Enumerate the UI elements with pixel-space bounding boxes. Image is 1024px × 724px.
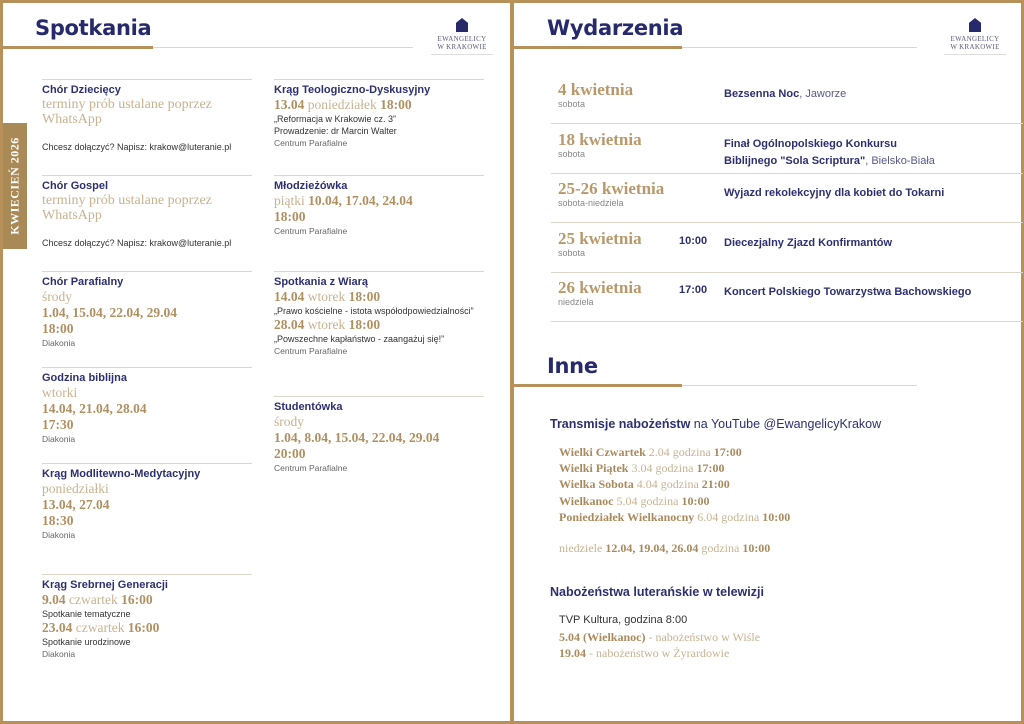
event-location: , Bielsko-Biała [865,154,935,167]
schedule-segment: 1.04, 15.04, 22.04, 29.04 [42,305,177,320]
entry-title: Chór Gospel [42,180,109,192]
title-underline [3,46,153,49]
meeting-entry [274,396,484,474]
event-row [551,174,1023,223]
page-title: Wydarzenia [547,16,684,40]
meeting-entry [42,367,252,445]
schedule-line [42,321,252,337]
event-title [724,284,971,301]
divider [153,47,413,48]
schedule-segment: środy [274,414,304,429]
divider [682,47,917,48]
event-title [724,136,935,170]
schedule-segment: środy [42,289,72,304]
schedule-line [42,305,252,321]
service-date: 3.04 godzina [628,461,697,476]
broadcast-item [559,476,730,492]
event-weekday: sobota [558,99,586,109]
entry-title: Spotkania z Wiarą [274,276,369,288]
schedule-line [42,481,252,497]
schedule-segment: czwartek [69,592,122,607]
tv-channel: TVP Kultura, godzina 8:00 [559,614,688,626]
schedule-line [42,97,252,127]
church-icon [969,18,981,32]
schedule-line [42,289,252,305]
event-name: Diecezjalny Zjazd Konfirmantów [724,236,893,249]
schedule-segment: czwartek [75,620,128,635]
schedule-segment: wtorek [307,317,349,332]
youtube-heading: Transmisje nabożeństw na YouTube @EwangelicyKrakow [550,417,882,431]
meeting-entry [42,271,252,349]
schedule-segment: 9.04 [42,592,69,607]
schedule-segment: terminy prób ustalane poprzez WhatsApp [42,97,212,127]
event-weekday: sobota [558,247,586,258]
meeting-entry [274,271,484,357]
event-name: Finał Ogólnopolskiego Konkursu [724,137,897,150]
schedule-segment: 10.04, 17.04, 24.04 [308,193,413,208]
location: Centrum Parafialne [274,226,348,236]
entry-title: Młodzieżówka [274,180,348,192]
schedule-segment: 16:00 [121,592,153,607]
event-name-cont: Biblijnego "Sola Scriptura" [724,154,866,167]
meeting-entry [42,175,252,249]
entry-title: Studentówka [274,401,343,413]
schedule-line [274,414,484,430]
service-name: Wielki Piątek [559,461,629,476]
spacer [42,223,252,237]
service-date: 2.04 godzina [645,445,714,459]
note: „Powszechne kapłaństwo - zaangażuj się!” [274,334,445,344]
schedule-segment: 16:00 [127,620,160,635]
schedule-segment: 14.04 [274,289,308,304]
location: Centrum Parafialne [274,346,348,356]
event-weekday: sobota-niedziela [558,198,624,208]
entry-title: Chór Dziecięcy [42,84,121,96]
sundays-line: niedziele 12.04, 19.04, 26.04 godzina 10:00 [559,541,771,555]
event-title [724,185,944,202]
page-title: Spotkania [35,16,152,40]
logo-text: EWANGELICY W KRAKOWIE [950,35,1000,51]
location: Centrum Parafialne [274,463,348,473]
location: Diakonia [42,338,76,348]
event-name: Bezsenna Noc [724,88,800,100]
schedule-segment: 20:00 [274,446,306,461]
broadcast-item [559,509,790,525]
schedule-line [42,385,252,401]
service-name: Poniedziałek Wielkanocny [559,509,695,524]
schedule-line [274,430,484,446]
schedule-segment: terminy prób ustalane poprzez WhatsApp [42,193,212,223]
broadcast-item [559,460,724,476]
entry-title: Godzina biblijna [42,372,127,384]
entry-title: Krąg Teologiczno-Dyskusyjny [274,84,431,96]
schedule-segment: 23.04 [42,620,76,635]
note: Chcesz dołączyć? Napisz: krakow@luteranie.pl [42,238,232,248]
service-name: Wielkanoc [559,493,614,508]
schedule-line [274,289,484,305]
service-time: 21:00 [701,477,730,492]
note: Spotkanie tematyczne [42,609,131,619]
event-title [724,235,892,252]
service-date: 4.04 godzina [633,477,702,492]
schedule-segment: 13.04, 27.04 [42,497,110,512]
section-title-other: Inne [547,354,598,378]
month-tab: KWIECIEŃ 2026 [3,123,27,249]
schedule-segment: 18:00 [380,97,412,112]
title-underline [514,384,682,387]
location: Diakonia [42,434,76,444]
note: Spotkanie urodzinowe [42,637,131,647]
logo-text: EWANGELICY W KRAKOWIE [437,35,487,51]
broadcast-item [559,444,742,460]
schedule-segment: 18:00 [274,209,306,224]
event-time: 10:00 [679,234,708,247]
tv-item: 19.04 - nabożeństwo w Żyrardowie [559,646,730,660]
service-date: 6.04 godzina [694,509,763,524]
service-date: 5.04 godzina [613,493,682,508]
schedule-line [274,97,484,113]
schedule-segment: 18:00 [348,317,381,332]
schedule-line [42,401,252,417]
schedule-segment: wtorek [307,289,349,304]
event-date: 18 kwietnia [558,129,642,149]
divider [682,385,917,386]
event-weekday: niedziela [558,297,594,307]
schedule-line [42,620,252,636]
event-date: 25 kwietnia [558,228,642,248]
service-time: 10:00 [762,509,791,524]
schedule-line [42,497,252,513]
entry-title: Krąg Srebrnej Generacji [42,579,168,591]
meeting-entry [42,79,252,153]
service-time: 17:00 [713,445,742,459]
note: „Prawo kościelne - istota współodpowiedzialności” [274,306,474,316]
event-title [724,86,846,103]
schedule-segment: wtorki [42,385,78,400]
logo [944,18,1006,55]
event-date: 4 kwietnia [558,80,634,99]
schedule-segment: poniedziałek [307,97,381,112]
schedule-line [274,193,484,209]
logo [431,18,493,55]
event-row [551,75,1023,124]
event-row [551,125,1023,174]
service-time: 17:00 [696,461,725,476]
schedule-line [274,317,484,333]
service-time: 10:00 [681,493,710,508]
broadcast-item [559,493,709,509]
schedule-segment: 13.04 [274,97,308,112]
location: Centrum Parafialne [274,138,348,148]
tv-heading: Nabożeństwa luterańskie w telewizji [550,585,764,599]
service-name: Wielki Czwartek [559,445,646,459]
schedule-segment: 18:00 [348,289,381,304]
event-time: 17:00 [679,284,708,296]
schedule-line [42,193,252,223]
note: „Reformacja w Krakowie cz. 3” [274,114,397,124]
schedule-line [42,592,252,608]
schedule-segment: piątki [274,193,309,208]
location: Diakonia [42,530,76,540]
event-name: Wyjazd rekolekcyjny dla kobiet do Tokarni [724,187,945,199]
schedule-segment: poniedziałki [42,481,109,496]
entry-title: Krąg Modlitewno-Medytacyjny [42,468,201,480]
meeting-entry [42,463,252,541]
meeting-entry [42,574,252,660]
title-underline [514,46,682,49]
schedule-segment: 14.04, 21.04, 28.04 [42,401,147,416]
church-icon [456,18,468,32]
event-name: Koncert Polskiego Towarzystwa Bachowskiego [724,286,972,298]
right-page-events [511,0,1024,724]
schedule-segment: 18:30 [42,513,74,528]
event-location: , Jaworze [799,88,847,100]
location: Diakonia [42,649,76,659]
meeting-entry [274,79,484,149]
event-row [551,273,1023,322]
event-weekday: sobota [558,148,586,159]
schedule-line [42,513,252,529]
event-row [551,224,1023,273]
tv-item: 5.04 (Wielkanoc) - nabożeństwo w Wiśle [559,630,761,644]
note: Chcesz dołączyć? Napisz: krakow@luteranie.pl [42,142,232,152]
schedule-segment: 28.04 [274,317,308,332]
schedule-line [42,417,252,433]
entry-title: Chór Parafialny [42,276,124,288]
event-date: 26 kwietnia [558,278,642,297]
meeting-entry [274,175,484,237]
note: Prowadzenie: dr Marcin Walter [274,126,397,136]
schedule-line [274,446,484,462]
schedule-segment: 1.04, 8.04, 15.04, 22.04, 29.04 [274,430,440,445]
schedule-segment: 17:30 [42,417,74,432]
spacer [42,127,252,141]
event-date: 25-26 kwietnia [558,179,665,198]
schedule-segment: 18:00 [42,321,74,336]
schedule-line [274,209,484,225]
service-name: Wielka Sobota [559,477,634,492]
